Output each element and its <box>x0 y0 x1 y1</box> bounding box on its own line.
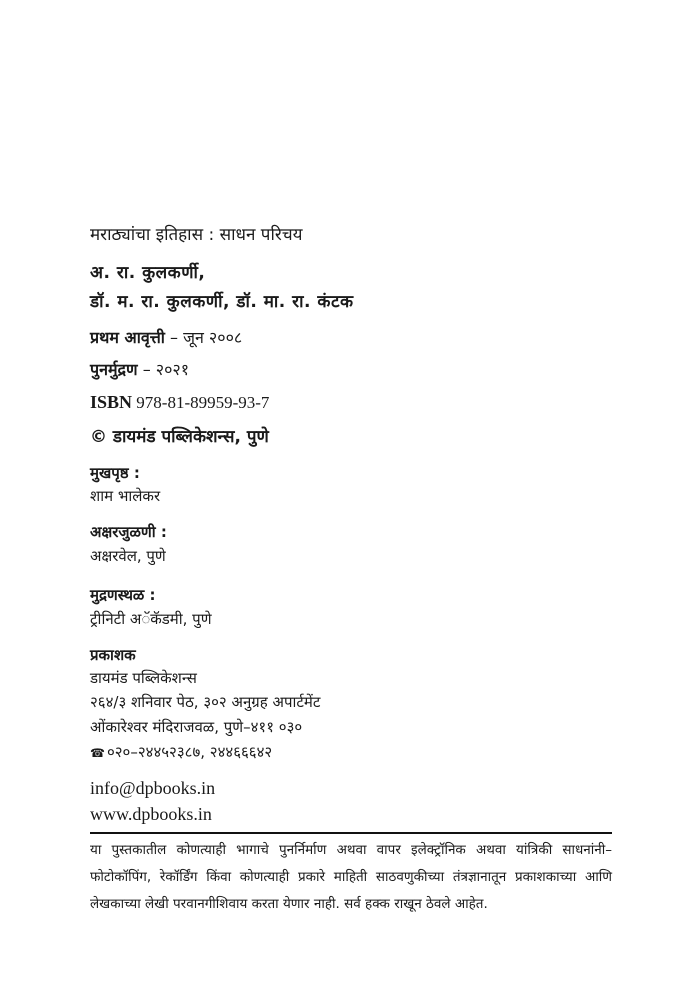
isbn <box>90 392 269 413</box>
isbn-value: 978-81-89959-93-7 <box>132 393 270 412</box>
copyright-notice: © डायमंड पब्लिकेशन्स, पुणे <box>90 427 269 447</box>
printing-place-value: ट्रीनिटी अॅकॅडमी, पुणे <box>90 610 212 628</box>
typesetting-label: अक्षरजुळणी : <box>90 523 167 541</box>
isbn-label: ISBN <box>90 392 133 412</box>
publisher-phone <box>90 742 272 762</box>
book-title: मराठ्यांचा इतिहास : साधन परिचय <box>90 225 303 245</box>
cover-design-value: शाम भालेकर <box>90 487 161 505</box>
divider-rule <box>90 832 612 834</box>
publisher-address-1: २६४/३ शनिवार पेठ, ३०२ अनुग्रह अपार्टमेंट <box>90 693 321 711</box>
publisher-label: प्रकाशक <box>90 646 136 664</box>
publisher-name: डायमंड पब्लिकेशन्स <box>90 669 197 687</box>
first-edition-label: प्रथम आवृत्ती <box>90 328 165 347</box>
phone-icon: ☎ <box>90 746 105 760</box>
legal-notice: या पुस्तकातील कोणत्याही भागाचे पुनर्निर्माण अथवा वापर इलेक्ट्रॉनिक अथवा यांत्रिकी साधनांनी– फोटोकॉपिंग, रेकॉर्डिंग किंवा कोणत्याही प्रकारे माहिती साठवणुकीच्या तंत्रज्ञानातून प्रकाशकाच्या आणि लेखकाच्या लेखी परवानगीशिवाय करता येणार नाही. सर्व हक्क राखून ठेवले आहेत. <box>90 842 612 912</box>
author-line-1: अ. रा. कुलकर्णी, <box>90 263 206 283</box>
first-edition-value: – जून २००८ <box>164 328 243 347</box>
publisher-address-2: ओंकारेश्वर मंदिराजवळ, पुणे–४११ ०३० <box>90 718 303 736</box>
printing-place-label: मुद्रणस्थळ : <box>90 586 156 604</box>
typesetting-value: अक्षरवेल, पुणे <box>90 547 166 565</box>
reprint <box>90 358 189 380</box>
first-edition <box>90 326 242 348</box>
cover-design-label: मुखपृष्ठ : <box>90 464 140 482</box>
email-link[interactable]: info@dpbooks.in <box>90 778 216 798</box>
phone-number: ०२०–२४४५२३८७, २४४६६६४२ <box>106 743 273 761</box>
website-link[interactable]: www.dpbooks.in <box>90 804 212 824</box>
reprint-label: पुनर्मुद्रण <box>90 360 138 379</box>
author-line-2: डॉ. म. रा. कुलकर्णी, डॉ. मा. रा. कंटक <box>90 292 354 312</box>
reprint-value: – २०२१ <box>137 360 190 379</box>
